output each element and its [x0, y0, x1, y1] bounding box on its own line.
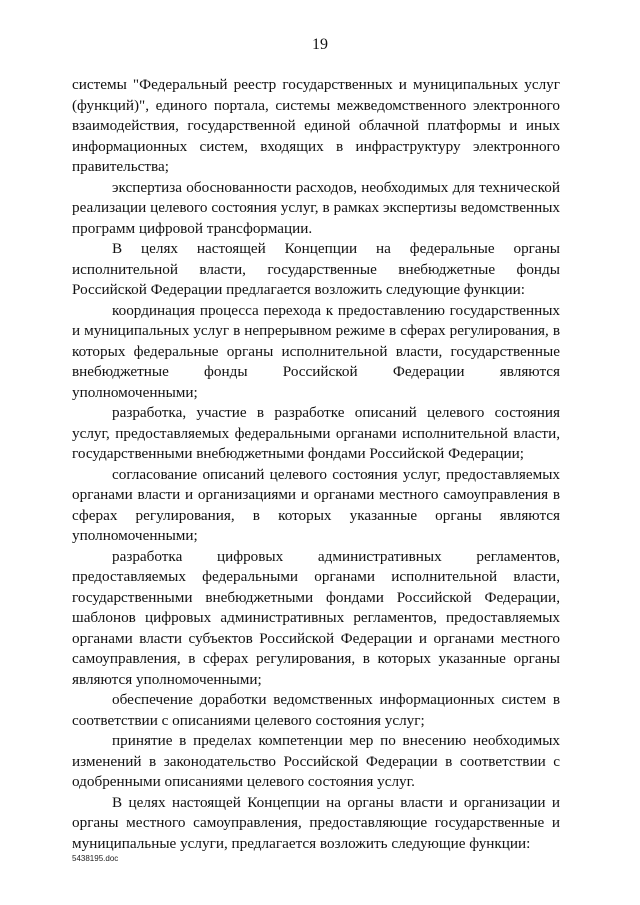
paragraph: В целях настоящей Концепции на органы власти и организации и органы местного самоуправления, предоставляющие государственные и муниципальные услуги, предлагается возложить следующие функции:	[72, 793, 560, 852]
paragraph: разработка цифровых административных регламентов, предоставляемых федеральными органами исполнительной власти, государственными внебюджетными фондами Российской Федерации, шаблонов цифровых административных регламентов, предоставляемых органами власти субъектов Российской Федерации и органами местного самоуправления, в сферах регулирования, в которых указанные органы являются уполномоченными;	[72, 547, 560, 688]
page-number: 19	[312, 36, 328, 53]
document-body	[72, 75, 560, 854]
paragraph: принятие в пределах компетенции мер по внесению необходимых изменений в законодательство Российской Федерации в соответствии с одобренными описаниями целевого состояния услуг.	[72, 732, 560, 790]
paragraph: системы "Федеральный реестр государственных и муниципальных услуг (функций)", единого портала, системы межведомственного электронного взаимодействия, государственной единой облачной платформы и иных информационных систем, входящих в инфраструктуру электронного правительства;	[72, 76, 560, 175]
file-name-footer: 5438195.doc	[72, 854, 119, 863]
paragraph: разработка, участие в разработке описаний целевого состояния услуг, предоставляемых федеральными органами исполнительной власти, государственными внебюджетными фондами Российской Федерации;	[72, 404, 560, 462]
paragraph: обеспечение доработки ведомственных информационных систем в соответствии с описаниями целевого состояния услуг;	[72, 691, 560, 729]
paragraph: согласование описаний целевого состояния услуг, предоставляемых органами власти и организациями и органами местного самоуправления в сферах регулирования, в которых указанные органы являются уполномоченными;	[72, 465, 560, 544]
paragraph: экспертиза обоснованности расходов, необходимых для технической реализации целевого состояния услуг, в рамках экспертизы ведомственных программ цифровой трансформации.	[72, 178, 560, 237]
paragraph: В целях настоящей Концепции на федеральные органы исполнительной власти, государственные внебюджетные фонды Российской Федерации предлагается возложить следующие функции:	[72, 240, 560, 298]
paragraph: координация процесса перехода к предоставлению государственных и муниципальных услуг в непрерывном режиме в сферах регулирования, в которых федеральные органы исполнительной власти, государственные внебюджетные фонды Российской Федерации являются уполномоченными;	[72, 301, 560, 401]
